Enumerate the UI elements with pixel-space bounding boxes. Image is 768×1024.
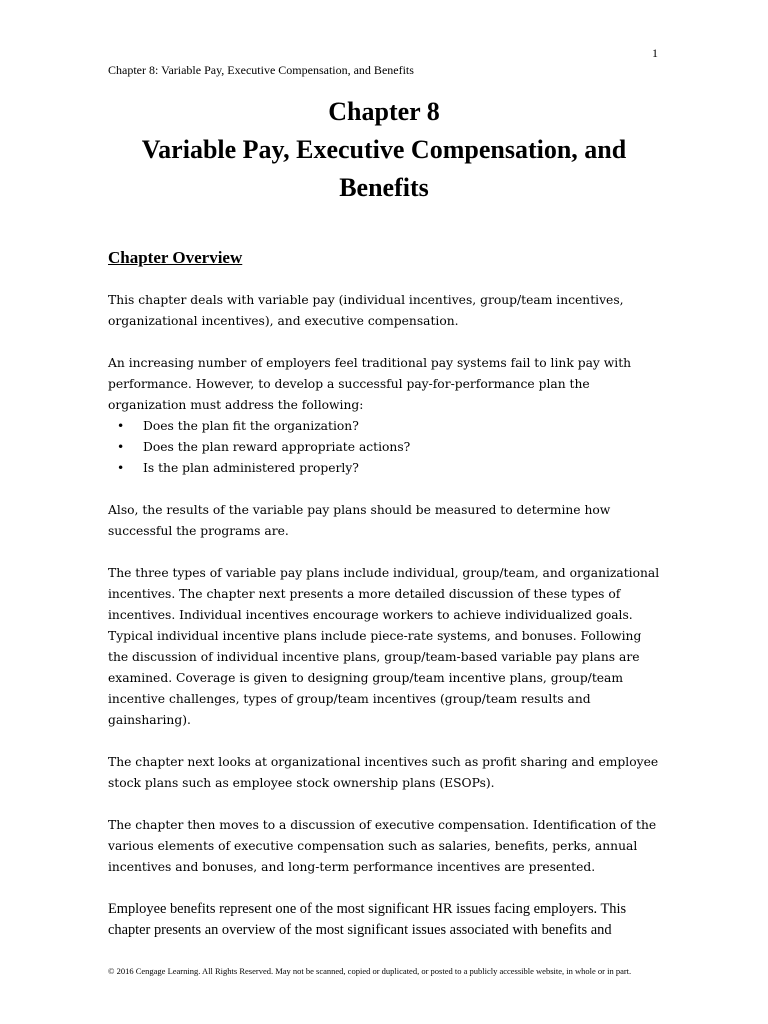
section-heading-chapter-overview: Chapter Overview	[108, 248, 243, 267]
bullet-icon: •	[117, 419, 125, 433]
paragraph-employee-benefits: Employee benefits represent one of the most significant HR issues facing employers. This chapter presents an overview of the most significant issues associated with benefits and	[108, 901, 627, 938]
paragraph-pay-systems: An increasing number of employers feel traditional pay systems fail to link pay with performance. However, to develop a successful pay-for-performance plan the organization must address the following:	[108, 356, 632, 412]
paragraph-measurement: Also, the results of the variable pay plans should be measured to determine how successful the programs are.	[108, 503, 611, 538]
chapter-title-line-1: Chapter 8	[328, 97, 440, 126]
body-text	[108, 290, 664, 941]
copyright-footer: © 2016 Cengage Learning. All Rights Reserved. May not be scanned, copied or duplicated, or posted to a publicly accessible website, in whole or in part.	[108, 966, 632, 976]
chapter-title	[0, 93, 768, 207]
running-header: Chapter 8: Variable Pay, Executive Compensation, and Benefits	[108, 63, 414, 77]
paragraph-intro: This chapter deals with variable pay (individual incentives, group/team incentives, organizational incentives), and executive compensation.	[108, 293, 624, 328]
paragraph-organizational-incentives: The chapter next looks at organizational incentives such as profit sharing and employee stock plans such as employee stock ownership plans (ESOPs).	[108, 755, 659, 790]
list-item-text: Does the plan reward appropriate actions?	[143, 440, 411, 454]
chapter-title-line-3: Benefits	[339, 173, 429, 202]
paragraph-executive-compensation: The chapter then moves to a discussion of executive compensation. Identification of the various elements of executive compensation such as salaries, benefits, perks, annual incentives and bonuses, and long-term performance incentives are presented.	[108, 818, 657, 874]
list-item	[108, 458, 664, 479]
paragraph-variable-pay-types: The three types of variable pay plans include individual, group/team, and organizational incentives. The chapter next presents a more detailed discussion of these types of incentives. Individual incentives encourage workers to achieve individualized goals. Typical individual incentive plans include piece-rate systems, and bonuses. Following the discussion of individual incentive plans, group/team-based variable pay plans are examined. Coverage is given to designing group/team incentive plans, group/team incentive challenges, types of group/team incentives (group/team results and gainsharing).	[108, 566, 660, 727]
list-item	[108, 416, 664, 437]
bullet-list	[108, 416, 664, 479]
list-item	[108, 437, 664, 458]
bullet-icon: •	[117, 440, 125, 454]
page-number: 1	[652, 46, 658, 60]
list-item-text: Is the plan administered properly?	[143, 461, 359, 475]
list-item-text: Does the plan fit the organization?	[143, 419, 359, 433]
chapter-title-line-2: Variable Pay, Executive Compensation, and	[141, 135, 627, 164]
bullet-icon: •	[117, 461, 125, 475]
